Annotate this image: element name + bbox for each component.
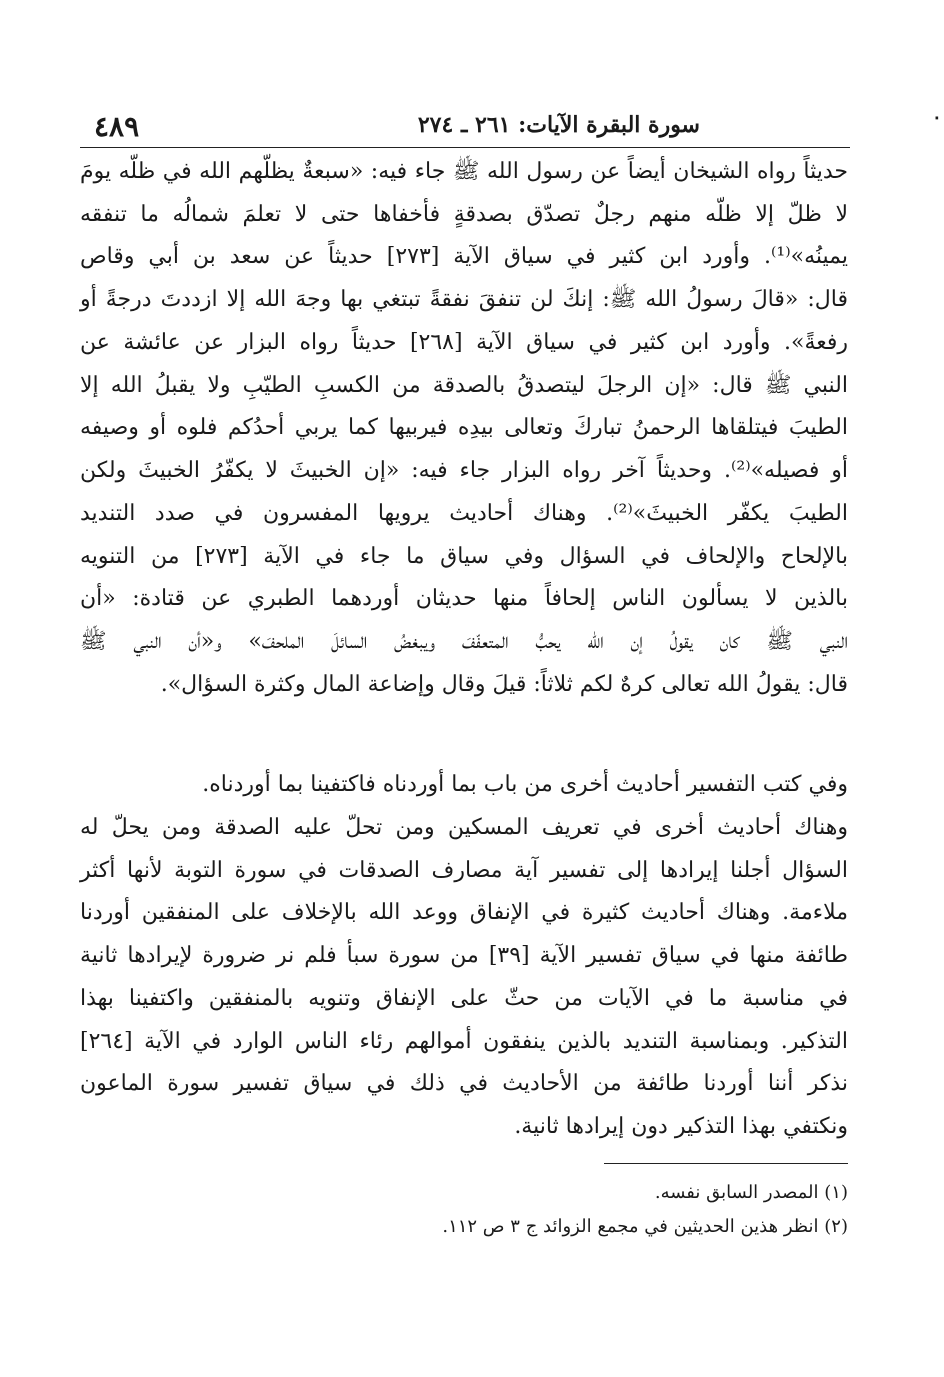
text-line: التذكير. وبمناسبة التنديد بالذين ينفقون أموالهم رئاء الناس الوارد في الآية [٢٦٤] (80, 1029, 848, 1054)
text-line: بالإلحاح والإلحاف في السؤال وفي سياق ما جاء في الآية [٢٧٣] من التنويه (80, 544, 848, 569)
text-line: قال: يقولُ الله تعالى كرهٌ لكم ثلاثاً: قيلَ وقال وإضاعة المال وكثرة السؤال». (160, 672, 848, 697)
text-line: حديثاً رواه الشيخان أيضاً عن رسول الله ﷺ جاء فيه: «سبعةٌ يظلّهم الله في ظلّه يومَ (80, 159, 848, 184)
text-line: طائفة منها في سياق تفسير الآية [٣٩] من سورة سبأ فلم نر ضرورة لإيرادها ثانية (80, 943, 848, 968)
text-line: في مناسبة ما في الآيات من حثّ على الإنفاق وتنويه بالمنفقين واكتفينا بهذا (80, 986, 848, 1011)
text-line: الطيبَ فيتلقاها الرحمنُ تباركَ وتعالى بيدِه فيربيها كما يربي أحدُكم فلوه أو وصيفه (80, 415, 848, 440)
text-line: النبي ﷺ قال: «إن الرجلَ ليتصدقُ بالصدقة من الكسبِ الطيّبِ ولا يقبلُ الله إلا (80, 373, 848, 398)
text-line: وهناك أحاديث أخرى في تعريف المسكين ومن تحلّ عليه الصدقة ومن يحلّ له (80, 815, 848, 840)
text-line: ونكتفي بهذا التذكير دون إيرادها ثانية. (514, 1114, 848, 1139)
text-line: يمينُه»⁽¹⁾. وأورد ابن كثير في سياق الآية [٢٧٣] حديثاً عن سعد بن أبي وقاص (80, 244, 848, 269)
text-line: أو فصيله»⁽²⁾. وحديثاً آخر رواه البزار جاء فيه: «إن الخبيثَ لا يكفّرُ الخبيثَ ولكن (80, 458, 848, 483)
page-header (80, 100, 850, 150)
text-line: بالذين لا يسألون الناس إلحافاً منها حديثان أوردهما الطبري عن قتادة: «أن (80, 586, 848, 611)
footnote-rule (604, 1163, 848, 1164)
text-line: ملاءمة. وهناك أحاديث كثيرة في الإنفاق ووعد الله بالإخلاف على المنفقين أوردنا (80, 900, 848, 925)
text-line: وفي كتب التفسير أحاديث أخرى من باب بما أوردناه فاكتفينا بما أوردناه. (202, 772, 848, 797)
text-line: الطيبَ يكفّر الخبيثَ»⁽²⁾. وهناك أحاديث يرويها المفسرون في صدد التنديد (80, 501, 848, 526)
text-line: النبي ﷺ كان يقولُ إن الله يحبُّ المتعفّفَ ويبغضُ السائلَ الملحفَ» و«أن النبي ﷺ (80, 629, 848, 654)
text-line: قال: «قالَ رسولُ الله ﷺ: إنكَ لن تنفقَ نفقةً تبتغي بها وجهَ الله إلا ازددتَ درجةً أو (80, 287, 848, 312)
header-rule (80, 147, 850, 148)
footnote-2: (٢) انظر هذين الحديثين في مجمع الزوائد ج ٣ ص ١١٢. (442, 1216, 848, 1237)
running-title: سورة البقرة الآيات: ٢٦١ ـ ٢٧٤ (417, 112, 700, 138)
text-line: لا ظلّ إلا ظلّه منهم رجلٌ تصدّق بصدقةٍ فأخفاها حتى لا تعلمَ شمالُه ما تنفقه (80, 202, 848, 227)
footnote-1: (١) المصدر السابق نفسه. (654, 1182, 848, 1203)
text-line: السؤال أجلنا إيرادها إلى تفسير آية مصارف الصدقات في سورة التوبة لأنها أكثر (80, 858, 848, 883)
text-line: رفعةً». وأورد ابن كثير في سياق الآية [٢٦٨] حديثاً رواه البزار عن عائشة عن (80, 330, 848, 355)
page-number: ٤٨٩ (94, 110, 140, 143)
corner-mark: ٠ (932, 107, 942, 128)
text-line: نذكر أننا أوردنا طائفة من الأحاديث في ذلك في سياق تفسير سورة الماعون (80, 1071, 848, 1096)
